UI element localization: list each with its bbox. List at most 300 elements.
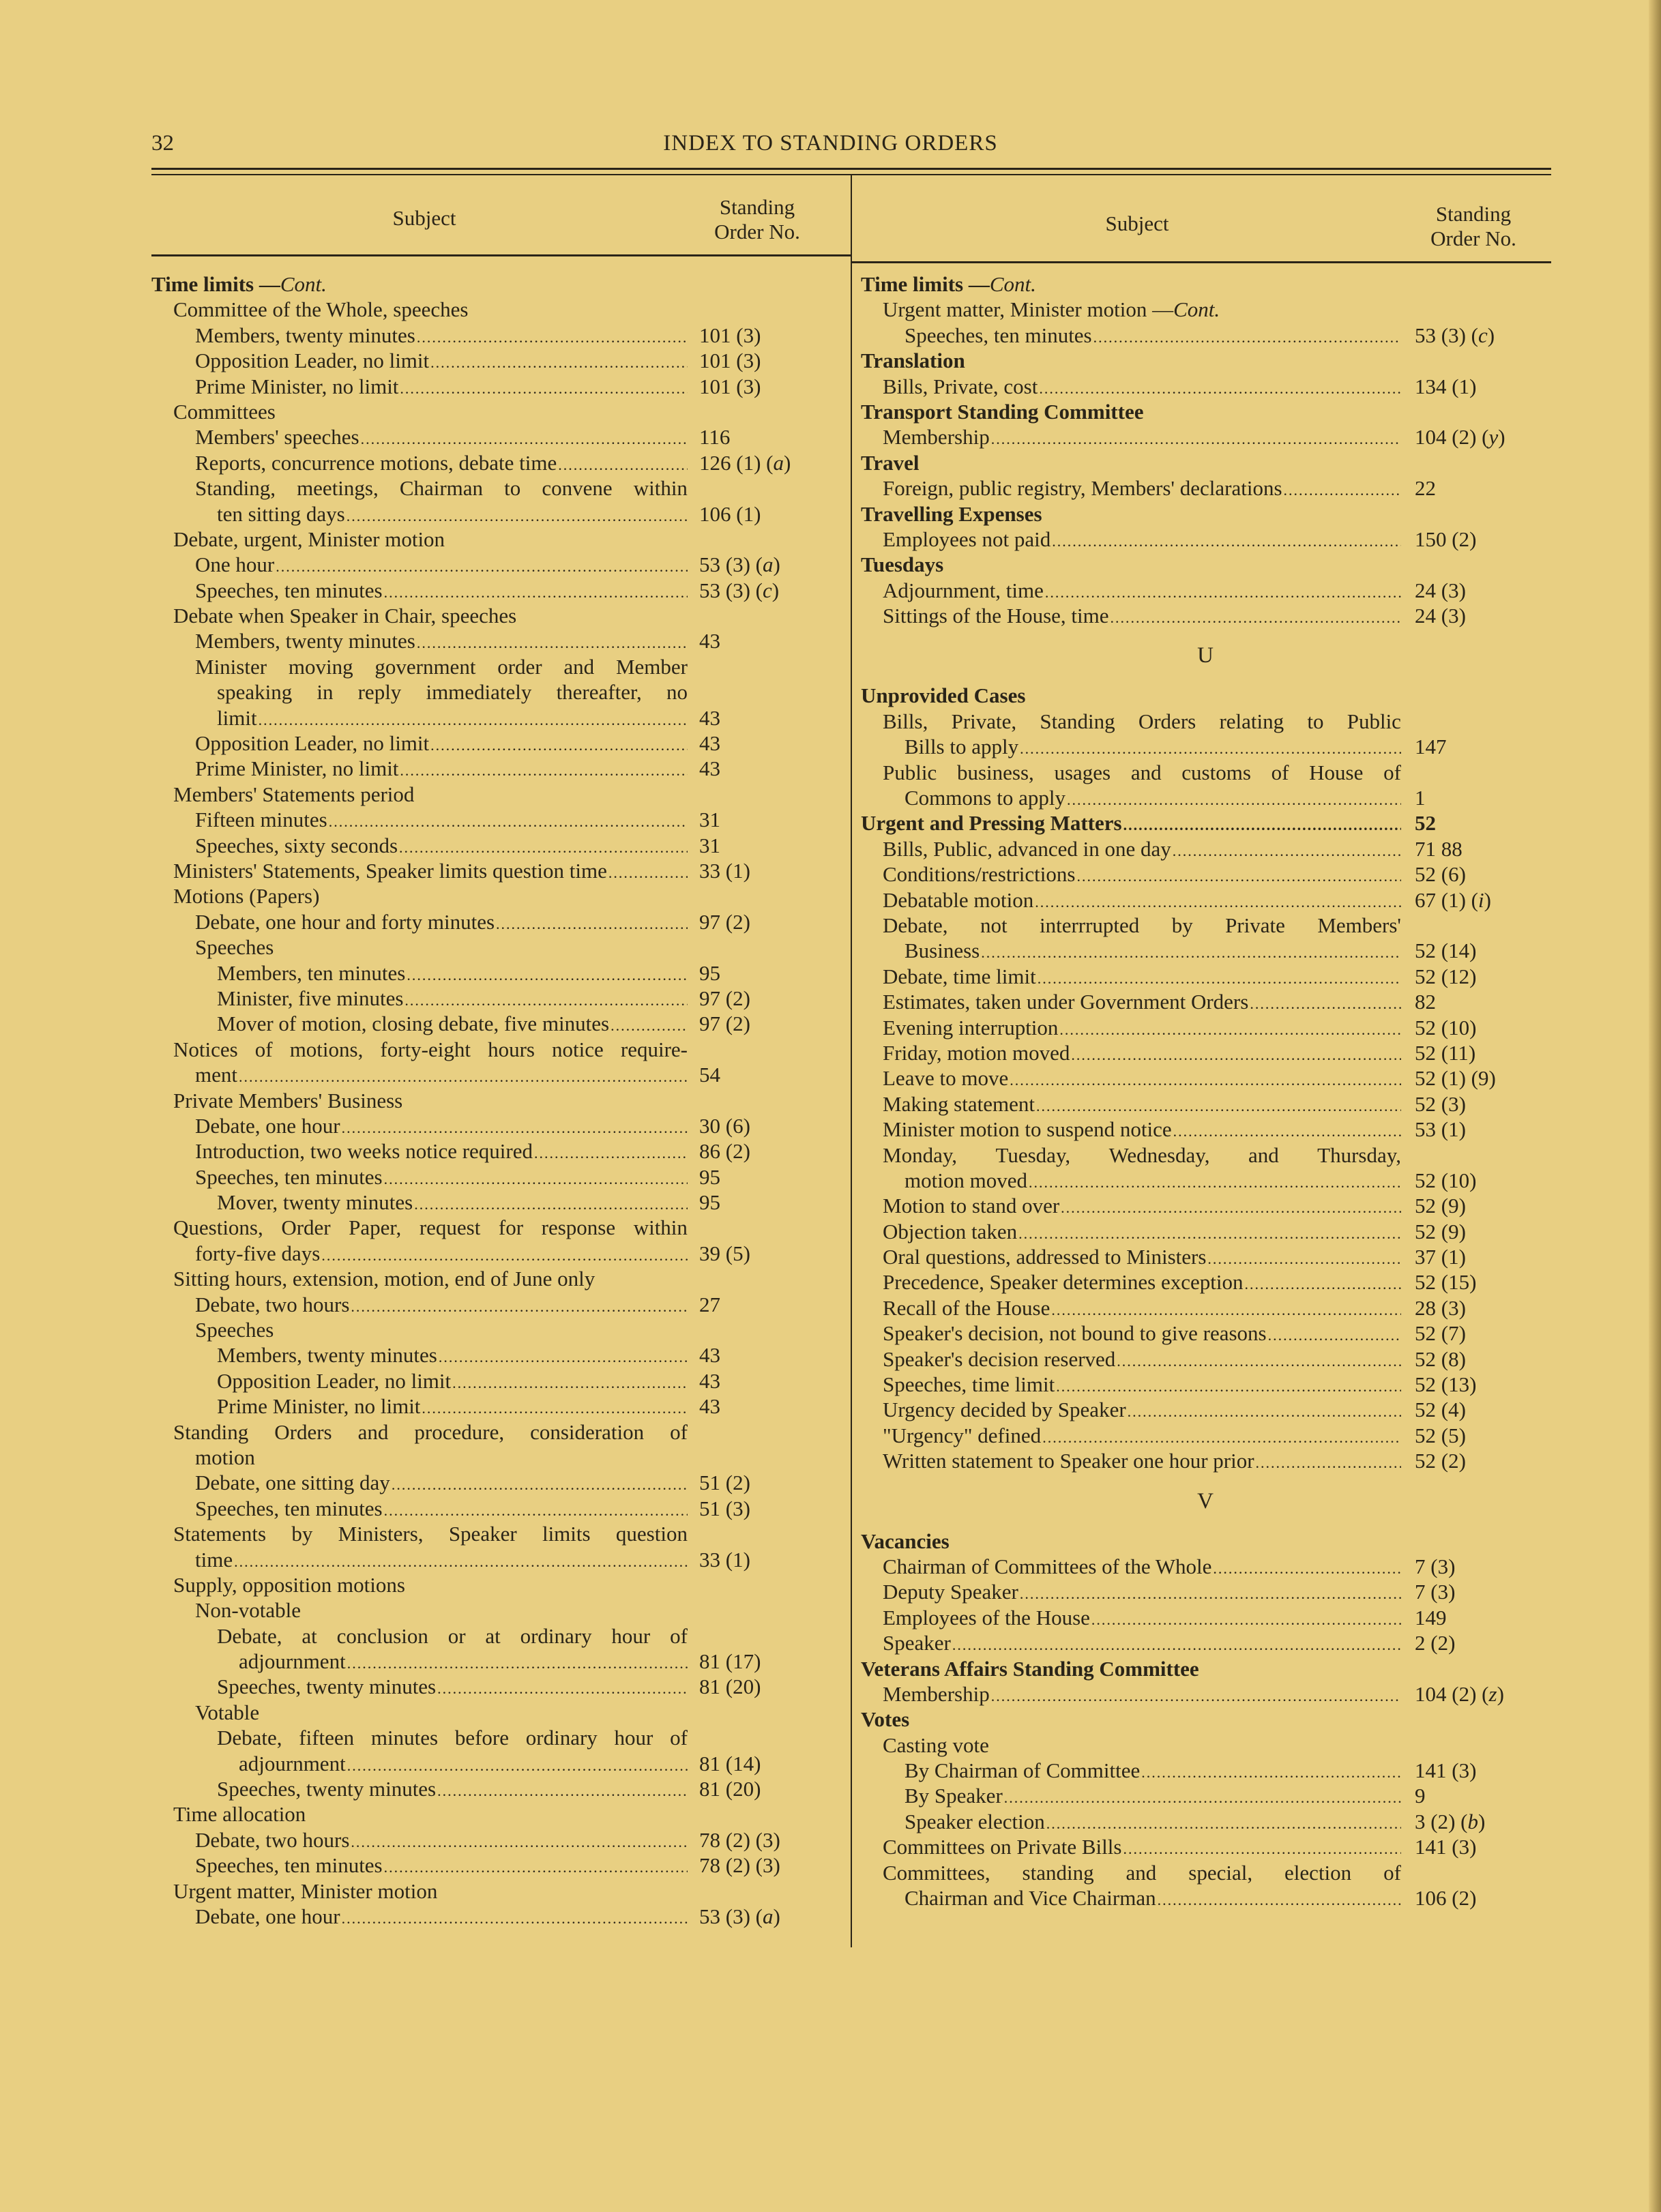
index-entry xyxy=(861,1244,1550,1269)
entry-text: Speaker's decision reserved xyxy=(883,1346,1116,1371)
index-entry xyxy=(151,348,834,373)
leader-dots xyxy=(991,426,1401,452)
index-entry xyxy=(151,858,834,883)
standing-order-number: 53 (3) (c) xyxy=(1415,323,1495,347)
entry-text: Bills, Private, Standing Orders relating to Public xyxy=(883,709,1401,733)
entry-text: One hour xyxy=(195,552,275,577)
standing-order-number: 126 (1) (a) xyxy=(699,450,791,475)
index-entry xyxy=(151,883,834,909)
index-entry xyxy=(861,1168,1550,1193)
index-entry xyxy=(861,1142,1550,1168)
standing-order-number: 52 (6) xyxy=(1415,862,1466,887)
page-number: 32 xyxy=(151,131,174,156)
entry-text: Time limits —Cont. xyxy=(861,272,1036,296)
standing-order-number: 134 (1) xyxy=(1415,374,1477,398)
standing-order-number: 52 xyxy=(1415,811,1436,836)
leader-dots xyxy=(1123,1836,1401,1861)
entry-text: Sitting hours, extension, motion, end of June only xyxy=(173,1267,596,1291)
standing-order-number: 71 88 xyxy=(1415,836,1462,861)
standing-order-number: 82 xyxy=(1415,990,1436,1014)
column-divider xyxy=(851,175,852,1947)
leader-dots xyxy=(1117,1348,1401,1374)
entry-text: Oral questions, addressed to Ministers xyxy=(883,1245,1207,1269)
standing-order-number: 30 (6) xyxy=(699,1113,750,1138)
standing-order-number: 24 (3) xyxy=(1415,578,1466,602)
entry-text: Debate, one hour and forty minutes xyxy=(195,909,495,934)
leader-dots xyxy=(1256,1450,1401,1475)
index-entry xyxy=(151,1572,834,1597)
entry-text: Opposition Leader, no limit xyxy=(195,731,430,756)
leader-dots xyxy=(407,962,688,988)
leader-dots xyxy=(1052,529,1401,554)
index-entry xyxy=(861,1295,1550,1321)
index-entry xyxy=(151,1470,834,1495)
standing-order-number: 53 (3) (a) xyxy=(699,552,780,577)
leader-dots xyxy=(991,1683,1401,1709)
standing-order-number: 67 (1) (i) xyxy=(1415,887,1491,912)
index-entry xyxy=(151,1266,834,1291)
entry-text: Ministers' Statements, Speaker limits question time xyxy=(173,858,607,883)
index-entry xyxy=(151,1088,834,1113)
index-entry xyxy=(861,271,1550,297)
entry-text: Speeches, ten minutes xyxy=(905,323,1092,347)
index-entry xyxy=(861,1117,1550,1142)
leader-dots xyxy=(430,733,688,758)
section-letter xyxy=(861,628,1550,683)
leader-dots xyxy=(329,809,688,834)
leader-dots xyxy=(1010,1067,1401,1093)
entry-text: Notices of motions, forty-eight hours notice require- xyxy=(173,1037,688,1061)
index-entry xyxy=(861,1040,1550,1065)
standing-order-number: 52 (14) xyxy=(1415,939,1477,963)
entry-text: Speeches, sixty seconds xyxy=(195,833,398,857)
index-entry xyxy=(151,1597,834,1623)
index-entry xyxy=(151,960,834,986)
index-entry xyxy=(861,1346,1550,1372)
leader-dots xyxy=(1004,1785,1401,1810)
index-entry xyxy=(151,986,834,1011)
entry-text: Members, twenty minutes xyxy=(195,323,415,347)
entry-text: Tuesdays xyxy=(861,552,944,577)
leader-dots xyxy=(276,554,688,579)
entry-text: Motion to stand over xyxy=(883,1194,1060,1218)
index-entry xyxy=(151,1164,834,1190)
entry-text: Prime Minister, no limit xyxy=(217,1394,421,1419)
standing-order-number: 147 xyxy=(1415,735,1447,759)
index-entry xyxy=(151,756,834,781)
standing-order-number: 141 (3) xyxy=(1415,1758,1477,1783)
entry-text: Statements by Ministers, Speaker limits question xyxy=(173,1522,688,1546)
leader-dots xyxy=(1039,376,1401,401)
leader-dots xyxy=(430,350,688,375)
standing-order-number: 95 xyxy=(699,1164,720,1189)
index-entry xyxy=(861,1193,1550,1218)
entry-text: Private Members' Business xyxy=(173,1088,403,1112)
entry-text: Public business, usages and customs of House of xyxy=(883,760,1401,784)
entry-text: Speaker's decision, not bound to give reasons xyxy=(883,1321,1267,1346)
index-entry xyxy=(861,964,1550,989)
index-entry xyxy=(861,1732,1550,1758)
top-rule xyxy=(151,168,1551,170)
entry-text: Speeches, ten minutes xyxy=(195,1164,383,1189)
index-entry xyxy=(151,1827,834,1853)
standing-order-number: 52 (9) xyxy=(1415,1219,1466,1243)
index-column-right xyxy=(861,271,1550,1911)
standing-order-number: 37 (1) xyxy=(1415,1245,1466,1269)
standing-order-number: 52 (13) xyxy=(1415,1372,1477,1397)
page-edge xyxy=(1649,0,1661,2212)
entry-text: Urgent matter, Minister motion xyxy=(173,1878,438,1903)
standing-order-number: 150 (2) xyxy=(1415,527,1477,551)
entry-text: motion xyxy=(195,1445,255,1469)
leader-dots xyxy=(351,1829,688,1855)
standing-order-number: 7 (3) xyxy=(1415,1580,1456,1604)
leader-dots xyxy=(1213,1556,1401,1581)
leader-dots xyxy=(384,1855,688,1880)
leader-dots xyxy=(1173,838,1401,864)
index-entry xyxy=(151,424,834,449)
entry-text: Debate, two hours xyxy=(195,1827,350,1852)
index-entry xyxy=(861,1554,1550,1579)
entry-text: Debate, urgent, Minister motion xyxy=(173,527,445,551)
entry-text: Translation xyxy=(861,349,965,373)
header-subject-left: Subject xyxy=(392,206,456,230)
standing-order-number: 43 xyxy=(699,1343,720,1368)
entry-text: Estimates, taken under Government Orders xyxy=(883,990,1249,1014)
standing-order-number: 39 (5) xyxy=(699,1241,750,1265)
entry-text: Members' speeches xyxy=(195,425,359,449)
standing-order-number: 33 (1) xyxy=(699,858,750,883)
entry-text: limit xyxy=(217,705,257,730)
standing-order-number: 27 xyxy=(699,1292,720,1316)
index-entry xyxy=(861,1605,1550,1630)
entry-text: Written statement to Speaker one hour prior xyxy=(883,1449,1254,1473)
entry-text: Adjournment, time xyxy=(883,578,1044,602)
standing-order-number: 3 (2) (b) xyxy=(1415,1809,1486,1833)
index-entry xyxy=(861,1015,1550,1040)
entry-text: Members, twenty minutes xyxy=(217,1343,437,1368)
entry-text: Reports, concurrence motions, debate time xyxy=(195,450,557,475)
entry-text: Precedence, Speaker determines exception xyxy=(883,1270,1244,1295)
standing-order-number: 101 (3) xyxy=(699,349,761,373)
standing-order-number: 81 (14) xyxy=(699,1751,761,1775)
entry-text: ten sitting days xyxy=(217,501,345,526)
index-entry xyxy=(861,1758,1550,1783)
entry-text: Speeches, ten minutes xyxy=(195,1853,383,1878)
entry-text: "Urgency" defined xyxy=(883,1423,1042,1447)
index-entry xyxy=(151,1317,834,1342)
index-entry xyxy=(151,501,834,527)
index-entry xyxy=(151,1904,834,1929)
index-entry xyxy=(861,501,1550,527)
index-entry xyxy=(861,475,1550,501)
leader-dots xyxy=(437,1778,688,1803)
index-entry xyxy=(861,683,1550,708)
leader-dots xyxy=(351,1294,688,1319)
standing-order-number: 53 (3) (a) xyxy=(699,1904,780,1928)
standing-order-number: 86 (2) xyxy=(699,1139,750,1164)
entry-text: Membership xyxy=(883,425,990,449)
entry-text: Non-votable xyxy=(195,1598,301,1623)
entry-text: Minister, five minutes xyxy=(217,986,404,1010)
index-entry xyxy=(861,348,1550,373)
entry-text: time xyxy=(195,1547,233,1572)
entry-text: Speeches xyxy=(195,1318,274,1342)
entry-text: Objection taken xyxy=(883,1219,1018,1243)
entry-text: Vacancies xyxy=(861,1529,950,1553)
index-entry xyxy=(151,450,834,475)
leader-dots xyxy=(347,1753,688,1778)
index-entry xyxy=(151,399,834,424)
entry-text: Debate, time limit xyxy=(883,964,1036,988)
index-entry xyxy=(861,399,1550,424)
leader-dots xyxy=(1045,580,1401,605)
index-entry xyxy=(861,1372,1550,1397)
index-entry xyxy=(151,705,834,731)
header-order-left: Standing Order No. xyxy=(714,195,800,244)
section-letter-text: V xyxy=(1197,1488,1214,1514)
entry-text: Standing, meetings, Chairman to convene within xyxy=(195,476,688,501)
index-entry xyxy=(151,297,834,322)
standing-order-number: 22 xyxy=(1415,476,1436,501)
standing-order-number: 31 xyxy=(699,833,720,857)
entry-text: Debate, two hours xyxy=(195,1292,350,1316)
standing-order-number: 28 (3) xyxy=(1415,1295,1466,1320)
leader-dots xyxy=(1141,1760,1401,1785)
leader-dots xyxy=(1207,1246,1401,1271)
standing-order-number: 7 (3) xyxy=(1415,1554,1456,1578)
index-entry xyxy=(151,807,834,832)
entry-text: Introduction, two weeks notice required xyxy=(195,1139,533,1164)
entry-text: Speaker xyxy=(883,1631,951,1655)
header-rule-left xyxy=(151,254,851,256)
entry-text: Conditions/restrictions xyxy=(883,862,1076,887)
entry-text: Debate, at conclusion or at ordinary hour of xyxy=(217,1623,688,1648)
leader-dots xyxy=(321,1243,688,1268)
entry-text: Minister motion to suspend notice xyxy=(883,1117,1172,1142)
entry-text: Urgency decided by Speaker xyxy=(883,1398,1126,1422)
index-entry xyxy=(861,450,1550,475)
leader-dots xyxy=(399,835,688,860)
index-entry xyxy=(151,271,834,297)
index-entry xyxy=(151,1062,834,1087)
index-entry xyxy=(861,1809,1550,1834)
index-entry xyxy=(861,1448,1550,1473)
leader-dots xyxy=(1056,1374,1401,1399)
entry-text: Minister moving government order and Member xyxy=(195,654,688,679)
leader-dots xyxy=(400,758,688,783)
entry-text: Monday, Tuesday, Wednesday, and Thursday, xyxy=(883,1142,1401,1167)
index-entry xyxy=(861,1423,1550,1448)
entry-text: Debatable motion xyxy=(883,887,1034,912)
entry-text: Speeches xyxy=(195,935,274,960)
entry-text: Transport Standing Committee xyxy=(861,399,1144,424)
index-entry xyxy=(151,1215,834,1240)
standing-order-number: 31 xyxy=(699,808,720,832)
standing-order-number: 141 (3) xyxy=(1415,1835,1477,1859)
entry-text: Employees of the House xyxy=(883,1605,1090,1629)
standing-order-number: 81 (20) xyxy=(699,1777,761,1801)
leader-dots xyxy=(1051,1297,1401,1323)
leader-dots xyxy=(496,911,688,937)
entry-text: Debate, one sitting day xyxy=(195,1471,390,1495)
entry-text: Chairman and Vice Chairman xyxy=(905,1886,1156,1911)
entry-text: Foreign, public registry, Members' declarations xyxy=(883,476,1282,501)
leader-dots xyxy=(347,503,688,529)
index-entry xyxy=(151,527,834,552)
entry-text: Time limits —Cont. xyxy=(151,272,327,296)
leader-dots xyxy=(1018,1221,1401,1246)
entry-text: Membership xyxy=(883,1681,990,1706)
index-entry xyxy=(151,1496,834,1521)
index-entry xyxy=(151,628,834,653)
entry-text: Debate, not interrrupted by Private Members' xyxy=(883,913,1401,937)
index-column-left xyxy=(151,271,834,1929)
standing-order-number: 81 (20) xyxy=(699,1675,761,1699)
standing-order-number: 149 xyxy=(1415,1605,1447,1629)
index-entry xyxy=(151,1011,834,1036)
entry-text: Prime Minister, no limit xyxy=(195,374,399,398)
entry-text: Time allocation xyxy=(173,1802,306,1827)
leader-dots xyxy=(259,707,688,733)
index-entry xyxy=(151,909,834,934)
standing-order-number: 95 xyxy=(699,1190,720,1215)
entry-text: Deputy Speaker xyxy=(883,1580,1018,1604)
index-entry xyxy=(151,1241,834,1266)
leader-dots xyxy=(239,1064,688,1089)
entry-text: Speeches, twenty minutes xyxy=(217,1675,437,1699)
entry-text: Mover of motion, closing debate, five minutes xyxy=(217,1012,610,1036)
standing-order-number: 51 (2) xyxy=(699,1471,750,1495)
index-entry xyxy=(861,603,1550,628)
standing-order-number: 52 (8) xyxy=(1415,1346,1466,1371)
index-entry xyxy=(151,1190,834,1215)
index-entry xyxy=(151,934,834,960)
entry-text: Bills to apply xyxy=(905,735,1019,759)
index-entry xyxy=(861,785,1550,810)
entry-text: ment xyxy=(195,1063,237,1087)
entry-text: Urgent and Pressing Matters xyxy=(861,811,1122,836)
index-entry xyxy=(151,731,834,756)
leader-dots xyxy=(452,1370,688,1396)
index-entry xyxy=(151,1445,834,1470)
leader-dots xyxy=(1059,1017,1401,1042)
header-order-right: Standing Order No. xyxy=(1430,202,1516,250)
standing-order-number: 54 xyxy=(699,1063,720,1087)
leader-dots xyxy=(981,940,1401,965)
index-entry xyxy=(861,734,1550,759)
standing-order-number: 52 (10) xyxy=(1415,1168,1477,1192)
index-entry xyxy=(861,1783,1550,1808)
entry-text: speaking in reply immediately thereafter, no xyxy=(217,680,688,705)
entry-text: Debate, one hour xyxy=(195,1904,340,1928)
index-entry xyxy=(151,679,834,705)
standing-order-number: 43 xyxy=(699,756,720,781)
leader-dots xyxy=(558,452,688,477)
leader-dots xyxy=(361,426,688,452)
standing-order-number: 43 xyxy=(699,731,720,756)
index-entry xyxy=(861,1707,1550,1732)
standing-order-number: 52 (15) xyxy=(1415,1270,1477,1295)
standing-order-number: 101 (3) xyxy=(699,374,761,398)
leader-dots xyxy=(1128,1399,1401,1424)
entry-text: Fifteen minutes xyxy=(195,808,327,832)
entry-text: Votable xyxy=(195,1700,260,1724)
entry-text: Urgent matter, Minister motion —Cont. xyxy=(883,297,1220,322)
standing-order-number: 101 (3) xyxy=(699,323,761,347)
index-entry xyxy=(151,1292,834,1317)
leader-dots xyxy=(1061,1195,1401,1220)
standing-order-number: 81 (17) xyxy=(699,1649,761,1674)
standing-order-number: 52 (3) xyxy=(1415,1091,1466,1116)
standing-order-number: 95 xyxy=(699,960,720,985)
leader-dots xyxy=(439,1344,688,1370)
index-entry xyxy=(861,1065,1550,1091)
entry-text: Debate, fifteen minutes before ordinary hour of xyxy=(217,1726,688,1750)
standing-order-number: 52 (11) xyxy=(1415,1040,1476,1065)
leader-dots xyxy=(1035,889,1401,915)
leader-dots xyxy=(1046,1811,1401,1836)
entry-text: Committees, standing and special, election of xyxy=(883,1860,1401,1885)
index-entry xyxy=(151,1776,834,1801)
index-entry xyxy=(861,1269,1550,1295)
leader-dots xyxy=(1091,1607,1401,1632)
standing-order-number: 52 (4) xyxy=(1415,1398,1466,1422)
index-entry xyxy=(861,527,1550,552)
leader-dots xyxy=(392,1472,688,1497)
leader-dots xyxy=(1284,477,1401,503)
leader-dots xyxy=(234,1549,688,1574)
standing-order-number: 97 (2) xyxy=(699,986,750,1010)
leader-dots xyxy=(400,376,688,401)
entry-text: Standing Orders and procedure, consideration of xyxy=(173,1419,688,1444)
entry-text: Business xyxy=(905,939,980,963)
entry-text: Recall of the House xyxy=(883,1295,1050,1320)
index-entry xyxy=(861,709,1550,734)
index-entry xyxy=(861,578,1550,603)
standing-order-number: 52 (5) xyxy=(1415,1423,1466,1447)
index-entry xyxy=(151,654,834,679)
entry-text: Evening interruption xyxy=(883,1015,1059,1039)
index-entry xyxy=(151,782,834,807)
standing-order-number: 97 (2) xyxy=(699,909,750,934)
standing-order-number: 116 xyxy=(699,425,731,449)
index-entry xyxy=(151,1878,834,1904)
index-entry xyxy=(151,1674,834,1699)
entry-text: Members' Statements period xyxy=(173,782,415,806)
entry-text: Debate when Speaker in Chair, speeches xyxy=(173,604,517,628)
standing-order-number: 52 (2) xyxy=(1415,1449,1466,1473)
leader-dots xyxy=(414,1192,688,1217)
index-entry xyxy=(861,938,1550,963)
standing-order-number: 97 (2) xyxy=(699,1012,750,1036)
leader-dots xyxy=(1038,966,1401,991)
index-entry xyxy=(861,1681,1550,1707)
standing-order-number: 106 (2) xyxy=(1415,1886,1477,1911)
index-entry xyxy=(861,1885,1550,1911)
entry-text: Debate, one hour xyxy=(195,1113,340,1138)
standing-order-number: 1 xyxy=(1415,786,1426,810)
entry-text: Commons to apply xyxy=(905,786,1065,810)
leader-dots xyxy=(437,1676,688,1701)
index-entry xyxy=(861,1091,1550,1117)
index-entry xyxy=(151,1393,834,1419)
standing-order-number: 104 (2) (y) xyxy=(1415,425,1505,449)
leader-dots xyxy=(1268,1323,1401,1348)
index-entry xyxy=(861,861,1550,887)
standing-order-number: 2 (2) xyxy=(1415,1631,1456,1655)
section-letter-text: U xyxy=(1197,643,1214,668)
